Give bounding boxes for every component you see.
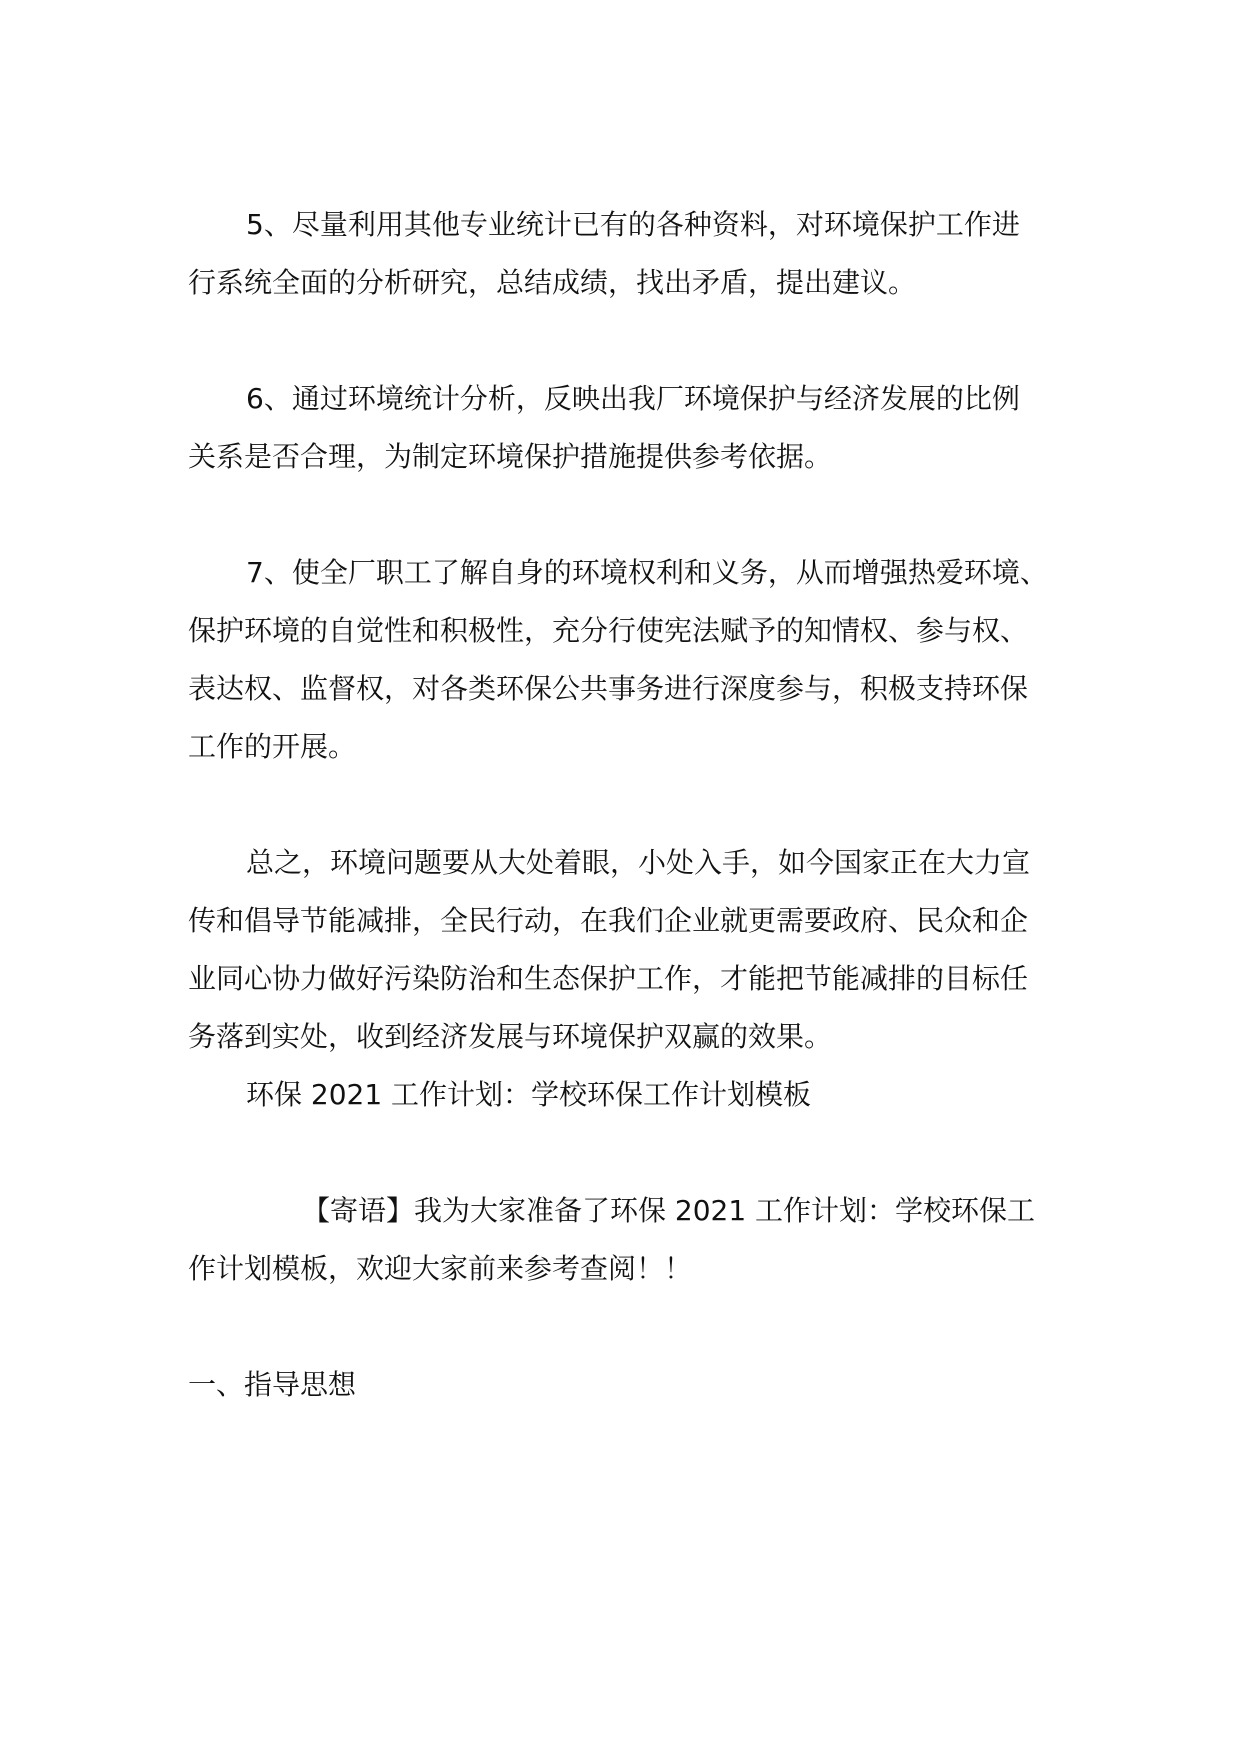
summary-line-4: 务落到实处，收到经济发展与环境保护双赢的效果。 — [188, 1020, 833, 1053]
paragraph-5-line-2: 行系统全面的分析研究，总结成绩，找出矛盾，提出建议。 — [188, 266, 917, 299]
paragraph-7-line-1: 7、使全厂职工了解自身的环境权利和义务，从而增强热爱环境、 — [246, 556, 1048, 589]
summary-line-3: 业同心协力做好污染防治和生态保护工作，才能把节能减排的目标任 — [188, 962, 1029, 995]
paragraph-6-line-2: 关系是否合理，为制定环境保护措施提供参考依据。 — [188, 440, 833, 473]
note-line-2: 作计划模板，欢迎大家前来参考查阅！！ — [188, 1252, 693, 1285]
summary-line-1: 总之，环境问题要从大处着眼，小处入手，如今国家正在大力宣 — [246, 846, 1031, 879]
section-title: 环保 2021 工作计划：学校环保工作计划模板 — [246, 1078, 812, 1111]
paragraph-7-line-4: 工作的开展。 — [188, 730, 357, 763]
paragraph-5-line-1: 5、尽量利用其他专业统计已有的各种资料，对环境保护工作进 — [246, 208, 1020, 241]
paragraph-6-line-1: 6、通过环境统计分析，反映出我厂环境保护与经济发展的比例 — [246, 382, 1020, 415]
paragraph-7-line-2: 保护环境的自觉性和积极性，充分行使宪法赋予的知情权、参与权、 — [188, 614, 1029, 647]
paragraph-7-line-3: 表达权、监督权，对各类环保公共事务进行深度参与，积极支持环保 — [188, 672, 1029, 705]
note-line-1: 【寄语】我为大家准备了环保 2021 工作计划：学校环保工 — [302, 1194, 1036, 1227]
heading-guiding-ideology: 一、指导思想 — [188, 1368, 357, 1401]
summary-line-2: 传和倡导节能减排，全民行动，在我们企业就更需要政府、民众和企 — [188, 904, 1029, 937]
